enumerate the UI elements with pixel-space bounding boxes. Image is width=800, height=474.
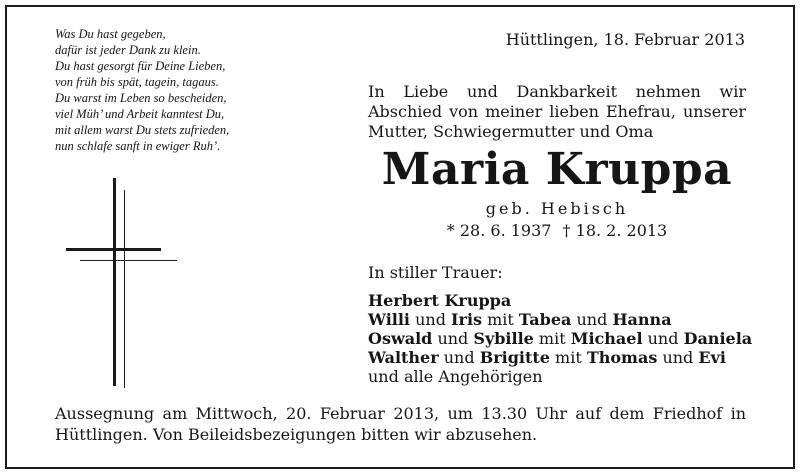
- footer-line: Aussegnung am Mittwoch, 20. Februar 2013, um 13.30 Uhr auf dem Friedhof in: [55, 404, 746, 423]
- mourner-name: Walther: [368, 348, 439, 367]
- poem-line: viel Müh’ und Arbeit kanntest Du,: [55, 107, 225, 121]
- mourner-line: [368, 291, 758, 310]
- connector-word: und: [432, 329, 474, 348]
- place-date: Hüttlingen, 18. Februar 2013: [505, 30, 745, 49]
- mourner-name: Willi: [368, 310, 410, 329]
- mourner-name: Brigitte: [479, 348, 550, 367]
- connector-word: mit: [549, 348, 587, 367]
- mourner-line: [368, 348, 758, 367]
- poem-line: von früh bis spät, tagein, tagaus.: [55, 75, 219, 89]
- connector-word: und: [657, 348, 699, 367]
- memorial-poem: [55, 26, 315, 154]
- mourning-heading: In stiller Trauer:: [368, 263, 503, 282]
- mourner-name: Sybille: [473, 329, 534, 348]
- mourner-name: Michael: [570, 329, 643, 348]
- mourner-line: [368, 329, 758, 348]
- funeral-notice: [55, 403, 746, 445]
- connector-word: und: [410, 310, 452, 329]
- connector-word: und: [571, 310, 613, 329]
- birth-date: * 28. 6. 1937: [446, 221, 552, 240]
- mourner-name: Tabea: [518, 310, 572, 329]
- poem-line: mit allem warst Du stets zufrieden,: [55, 123, 230, 137]
- poem-line: Du hast gesorgt für Deine Lieben,: [55, 59, 226, 73]
- deceased-name: Maria Kruppa: [381, 144, 733, 195]
- intro-text: [368, 82, 746, 142]
- poem-line: dafür ist jeder Dank zu klein.: [55, 43, 201, 57]
- intro-line: Mutter, Schwiegermutter und Oma: [368, 122, 654, 141]
- connector-word: und: [438, 348, 480, 367]
- connector-word: mit: [533, 329, 571, 348]
- mourner-line: und alle Angehörigen: [368, 367, 543, 386]
- poem-line: nun schlafe sanft in ewiger Ruh’.: [55, 139, 221, 153]
- mourner-line: [368, 310, 758, 329]
- maiden-name: geb. Hebisch: [485, 199, 629, 218]
- intro-line: In Liebe und Dankbarkeit nehmen wir: [368, 82, 746, 101]
- life-dates: [368, 221, 746, 240]
- footer-line: Hüttlingen. Von Beileidsbezeigungen bitten wir abzusehen.: [55, 425, 538, 444]
- cross-icon: [66, 178, 181, 388]
- mourner-name: Herbert Kruppa: [368, 291, 512, 310]
- connector-word: und: [642, 329, 684, 348]
- mourner-name: Hanna: [612, 310, 672, 329]
- intro-line: Abschied von meiner lieben Ehefrau, unserer: [368, 102, 746, 121]
- mourner-name: Daniela: [683, 329, 753, 348]
- poem-line: Was Du hast gegeben,: [55, 27, 166, 41]
- mourners-block: [368, 263, 758, 386]
- connector-word: mit: [482, 310, 519, 329]
- death-date: † 18. 2. 2013: [562, 221, 668, 240]
- poem-line: Du warst im Leben so bescheiden,: [55, 91, 227, 105]
- mourner-name: Evi: [698, 348, 726, 367]
- mourner-name: Iris: [451, 310, 483, 329]
- mourner-name: Oswald: [368, 329, 433, 348]
- mourner-name: Thomas: [586, 348, 658, 367]
